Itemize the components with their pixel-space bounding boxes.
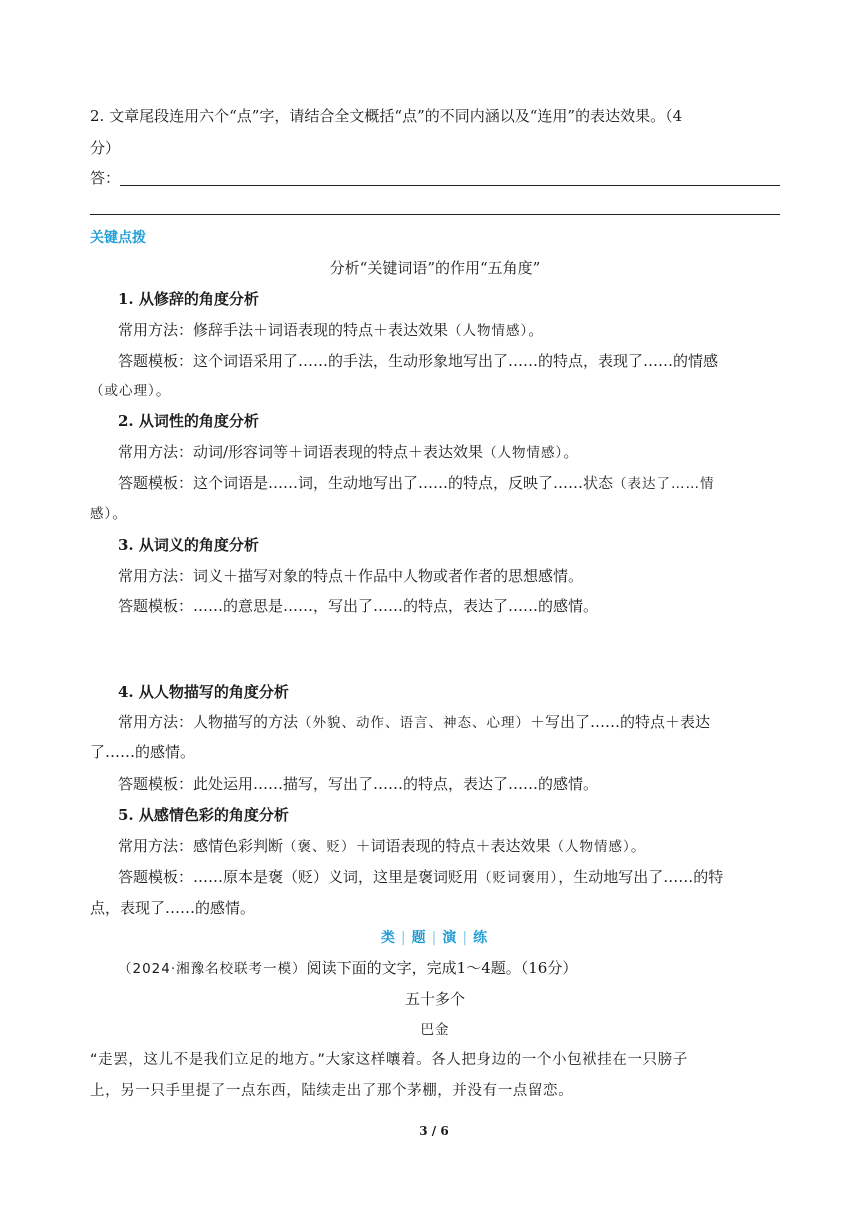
angle-4-heading: 4. 从人物描写的角度分析 bbox=[118, 683, 289, 701]
answer-label: 答： bbox=[90, 169, 121, 187]
tip-title: 分析“关键词语”的作用“五角度” bbox=[329, 259, 541, 277]
angle-2-template: 答题模板：这个词语是……词，生动地写出了……的特点，反映了……状态（表达了……情 bbox=[118, 474, 715, 492]
angle-4-method: 常用方法：人物描写的方法（外貌、动作、语言、神态、心理）＋写出了……的特点＋表达 bbox=[118, 713, 711, 731]
angle-2-method: 常用方法：动词/形容词等＋词语表现的特点＋表达效果（人物情感）。 bbox=[118, 443, 579, 461]
question-line-1: 2. 文章尾段连用六个“点”字，请结合全文概括“点”的不同内涵以及“连用”的表达效果。（4 bbox=[90, 107, 683, 125]
angle-4-method-cont: 了……的感情。 bbox=[90, 743, 196, 761]
practice-char: 演 bbox=[442, 930, 457, 946]
angle-4-template: 答题模板：此处运用……描写，写出了……的特点，表达了……的感情。 bbox=[118, 775, 599, 793]
angle-5-method: 常用方法：感情色彩判断（褒、贬）＋词语表现的特点＋表达效果（人物情感）。 bbox=[118, 837, 646, 855]
practice-char: 练 bbox=[473, 930, 488, 946]
angle-3-heading: 3. 从词义的角度分析 bbox=[118, 536, 259, 554]
angle-5-template-cont: 点，表现了……的感情。 bbox=[90, 899, 256, 917]
angle-2-heading: 2. 从词性的角度分析 bbox=[118, 412, 259, 430]
answer-line-2[interactable] bbox=[90, 214, 780, 215]
question-line-2: 分） bbox=[90, 139, 121, 157]
reading-paragraph-line-2: 上，另一只手里提了一点东西，陆续走出了那个茅棚，并没有一点留恋。 bbox=[90, 1083, 574, 1099]
angle-1-template-cont: （或心理）。 bbox=[90, 381, 171, 399]
angle-1-method: 常用方法：修辞手法＋词语表现的特点＋表达效果（人物情感）。 bbox=[118, 321, 544, 339]
reading-instruction: （2024·湘豫名校联考一模）阅读下面的文字，完成1～4题。（16分） bbox=[118, 959, 578, 977]
angle-2-template-cont: 感）。 bbox=[90, 504, 128, 522]
section-label: 关键点拨 bbox=[90, 230, 146, 246]
reading-source: （2024·湘豫名校联考一模） bbox=[118, 961, 307, 977]
angle-5-template: 答题模板：……原本是褒（贬）义词，这里是褒词贬用（贬词褒用），生动地写出了……的特 bbox=[118, 868, 724, 886]
angle-3-method: 常用方法：词义＋描写对象的特点＋作品中人物或者作者的思想感情。 bbox=[118, 567, 584, 585]
practice-char: 题 bbox=[411, 930, 426, 946]
angle-1-heading: 1. 从修辞的角度分析 bbox=[118, 290, 259, 308]
reading-title: 五十多个 bbox=[404, 990, 465, 1008]
practice-banner: 类 | 题 | 演 | 练 bbox=[380, 930, 488, 946]
angle-5-heading: 5. 从感情色彩的角度分析 bbox=[118, 806, 289, 824]
reading-paragraph-line-1: “走罢，这儿不是我们立足的地方。”大家这样嚷着。各人把身边的一个小包袱挂在一只膀子 bbox=[90, 1052, 688, 1068]
reading-author: 巴金 bbox=[420, 1022, 450, 1038]
practice-char: 类 bbox=[380, 930, 395, 946]
angle-1-template: 答题模板：这个词语采用了……的手法，生动形象地写出了……的特点，表现了……的情感 bbox=[118, 352, 719, 370]
answer-line-1[interactable] bbox=[120, 185, 780, 186]
angle-3-template: 答题模板：……的意思是……，写出了……的特点，表达了……的感情。 bbox=[118, 597, 599, 615]
page-number: 3 / 6 bbox=[419, 1124, 449, 1138]
